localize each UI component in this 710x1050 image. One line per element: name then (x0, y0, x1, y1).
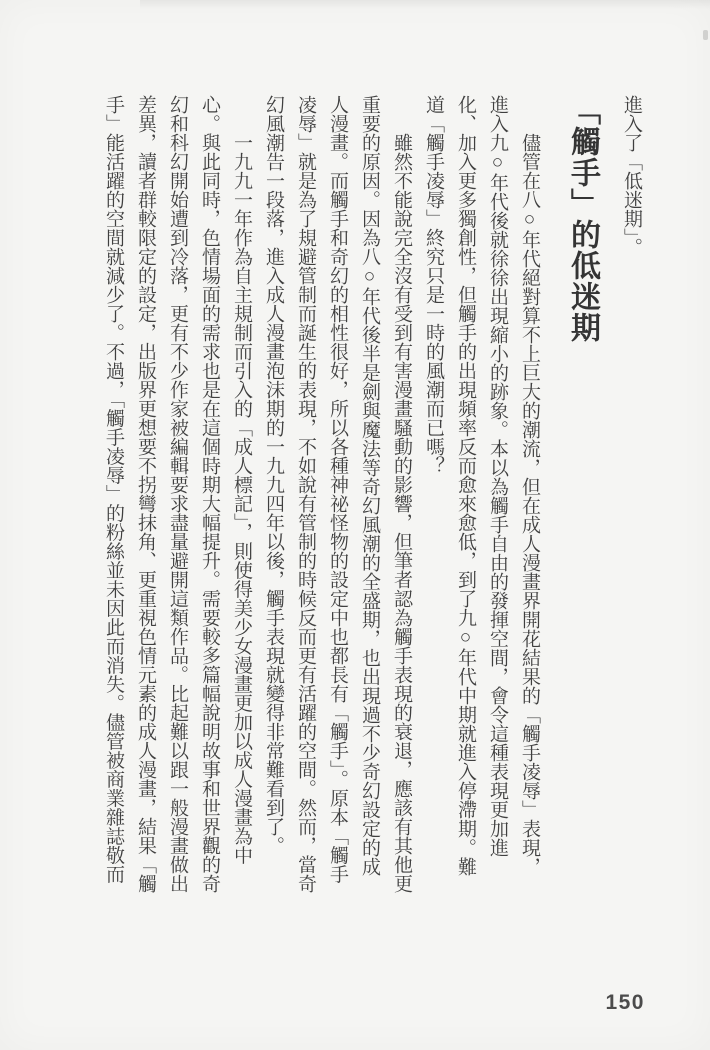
body-paragraph-2: 雖然不能說完全沒有受到有害漫畫騷動的影響，但筆者認為觸手表現的衰退，應該有其他更重要的原因。因為八○年代後半是劍與魔法等奇幻風潮的全盛期，也出現過不少奇幻設定的成人漫畫。而觸手和奇幻的相性很好，所以各種神祕怪物的設定中也都長有「觸手」。原本「觸手凌辱」就是為了規避管制而誕生的表現，不如說有管制的時候反而更有活躍的空間。然而，當奇幻風潮告一段落，進入成人漫畫泡沫期的一九九四年以後，觸手表現就變得非常難看到了。 (263, 95, 412, 893)
continuation-line: 進入了「低迷期」。 (621, 95, 642, 257)
body-paragraph-3: 一九九一年作為自主規制而引入的「成人標記」，則使得美少女漫畫更加以成人漫畫為中心。與此同時，色情場面的需求也是在這個時期大幅提升。需要較多篇幅說明故事和世界觀的奇幻和科幻開始遭到冷落，更有不少作家被編輯要求盡量避開這類作品。比起難以跟一般漫畫做出差異，讀者群較限定的設定，出版界更想要不拐彎抹角、更重視色情元素的成人漫畫，結果「觸手」能活躍的空間就減少了。不過，「觸手凌辱」的粉絲並未因此而消失。儘管被商業雜誌敬而 (103, 95, 252, 893)
vertical-text-block (97, 95, 647, 893)
scan-edge-shadow (140, 0, 710, 9)
body-paragraph-1: 儘管在八○年代絕對算不上巨大的潮流，但在成人漫畫界開花結果的「觸手凌辱」表現，進入九○年代後就徐徐出現縮小的跡象。本以為觸手自由的發揮空間，會令這種表現更加進化、加入更多獨創性，但觸手的出現頻率反而愈來愈低，到了九○年代中期就進入停滯期。難道「觸手凌辱」終究只是一時的風潮而已嗎？ (423, 95, 540, 876)
scan-artifact (703, 30, 708, 40)
page-number: 150 (605, 991, 645, 1014)
section-heading: 「觸手」的低迷期 (566, 95, 599, 343)
